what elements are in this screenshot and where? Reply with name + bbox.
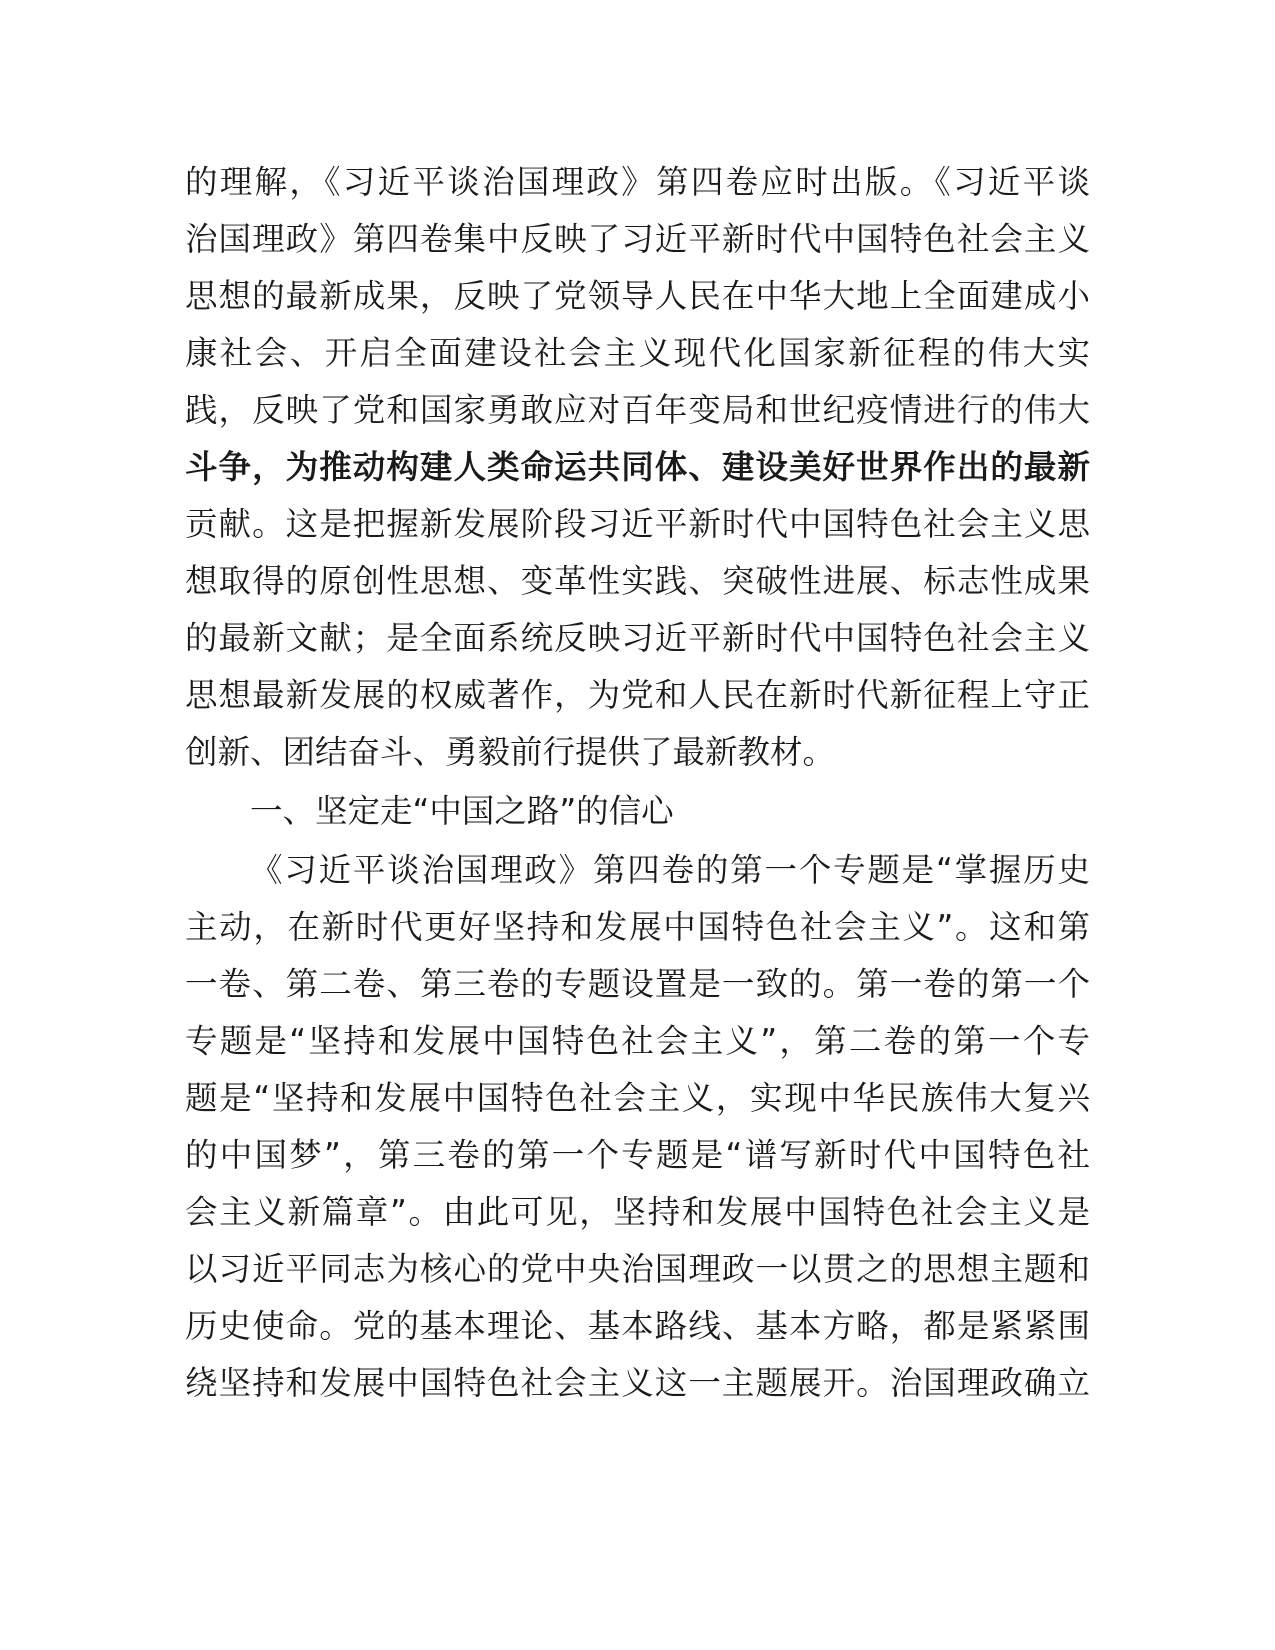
- paragraph-1-line-11: 创新、团结奋斗、勇毅前行提供了最新教材。: [185, 733, 836, 771]
- paragraph-1-line-1: 的理解，《习近平谈治国理政》第四卷应时出版。《习近平谈: [185, 163, 1090, 201]
- section-heading: 一、坚定走“中国之路”的信心: [250, 792, 674, 830]
- paragraph-1-line-3: 思想的最新成果，反映了党领导人民在中华大地上全面建成小: [185, 277, 1090, 315]
- paragraph-2-line-9: 历史使命。党的基本理论、基本路线、基本方略，都是紧紧围: [185, 1307, 1090, 1345]
- paragraph-2-line-3: 一卷、第二卷、第三卷的专题设置是一致的。第一卷的第一个: [185, 965, 1090, 1003]
- paragraph-1-line-8: 想取得的原创性思想、变革性实践、突破性进展、标志性成果: [185, 562, 1090, 600]
- paragraph-1-line-10: 思想最新发展的权威著作，为党和人民在新时代新征程上守正: [185, 676, 1090, 714]
- paragraph-1-line-6: 斗争，为推动构建人类命运共同体、建设美好世界作出的最新: [185, 448, 1090, 486]
- document-body: [185, 154, 1090, 1412]
- paragraph-1-line-2: 治国理政》第四卷集中反映了习近平新时代中国特色社会主义: [185, 220, 1090, 258]
- paragraph-1-line-9: 的最新文献；是全面系统反映习近平新时代中国特色社会主义: [185, 619, 1090, 657]
- paragraph-1-line-5: 践，反映了党和国家勇敢应对百年变局和世纪疫情进行的伟大: [185, 391, 1090, 429]
- paragraph-2-line-8: 以习近平同志为核心的党中央治国理政一以贯之的思想主题和: [185, 1250, 1090, 1288]
- paragraph-2-line-5: 题是“坚持和发展中国特色社会主义，实现中华民族伟大复兴: [185, 1079, 1090, 1117]
- paragraph-2-line-4: 专题是“坚持和发展中国特色社会主义”，第二卷的第一个专: [185, 1022, 1090, 1060]
- paragraph-1-line-7: 贡献。这是把握新发展阶段习近平新时代中国特色社会主义思: [185, 505, 1090, 543]
- paragraph-2-line-6: 的中国梦”，第三卷的第一个专题是“谱写新时代中国特色社: [185, 1136, 1090, 1174]
- paragraph-1-line-4: 康社会、开启全面建设社会主义现代化国家新征程的伟大实: [185, 334, 1090, 372]
- paragraph-2-line-2: 主动，在新时代更好坚持和发展中国特色社会主义”。这和第: [185, 908, 1090, 946]
- paragraph-2-line-7: 会主义新篇章”。由此可见，坚持和发展中国特色社会主义是: [185, 1193, 1090, 1231]
- paragraph-2-line-1: 《习近平谈治国理政》第四卷的第一个专题是“掌握历史: [250, 851, 1090, 889]
- paragraph-2-line-10: 绕坚持和发展中国特色社会主义这一主题展开。治国理政确立: [185, 1364, 1090, 1402]
